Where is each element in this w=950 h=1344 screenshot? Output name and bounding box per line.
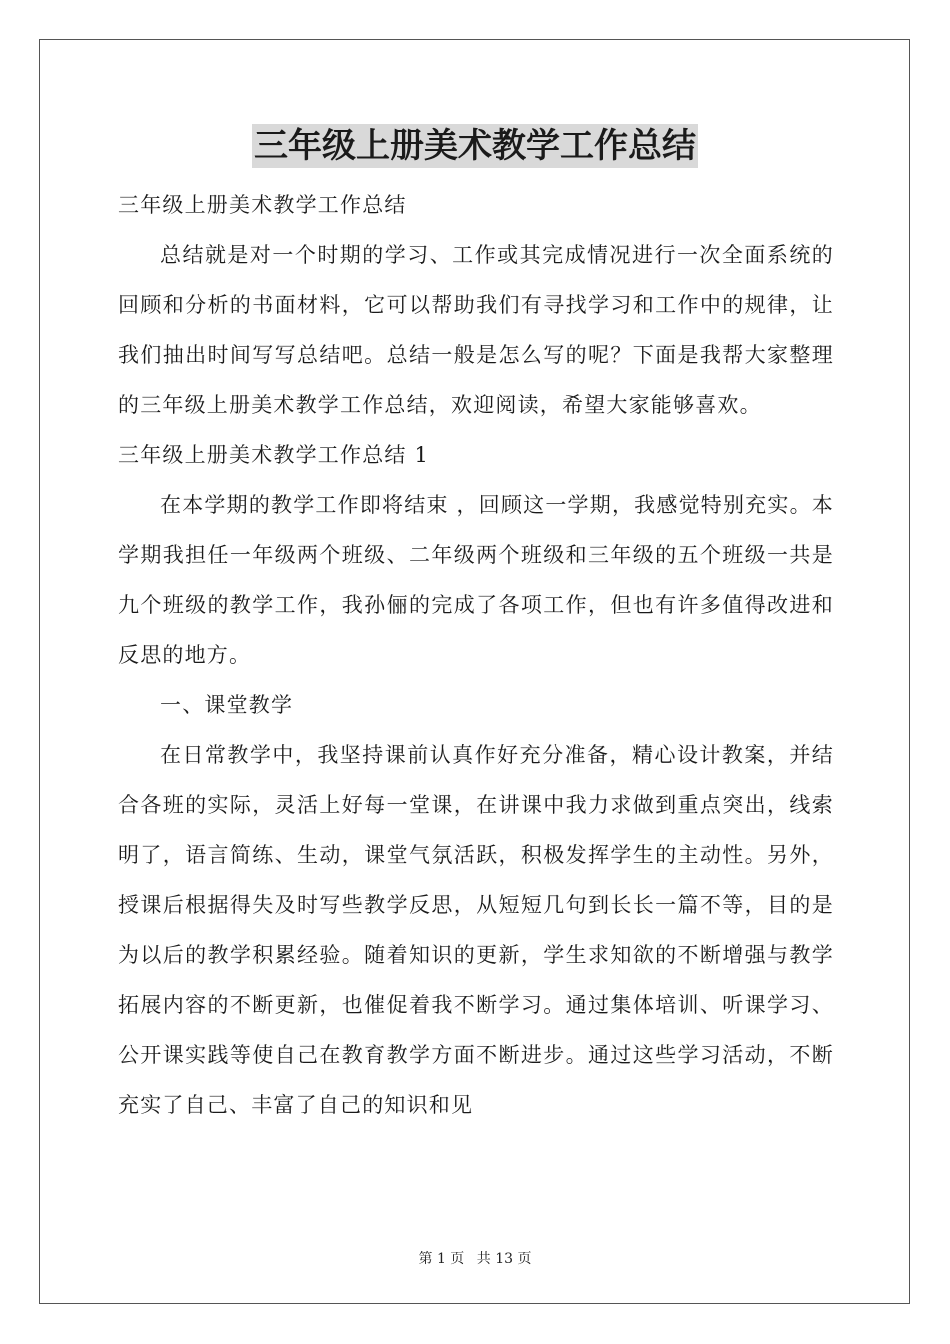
document-body [118,180,834,1130]
body-paragraph: 在本学期的教学工作即将结束 ，回顾这一学期，我感觉特别充实。本学期我担任一年级两个班级、二年级两个班级和三年级的五个班级一共是九个班级的教学工作，我孙俪的完成了各项工作，但也有许多值得改进和反思的地方。 [118,493,834,667]
section-heading: 三年级上册美术教学工作总结 [118,193,407,217]
body-paragraph: 总结就是对一个时期的学习、工作或其完成情况进行一次全面系统的回顾和分析的书面材料，它可以帮助我们有寻找学习和工作中的规律，让我们抽出时间写写总结吧。总结一般是怎么写的呢？下面是我帮大家整理的三年级上册美术教学工作总结，欢迎阅读，希望大家能够喜欢。 [118,243,834,417]
page-footer [0,1248,950,1268]
page-total: 共 13 页 [476,1251,532,1267]
subsection-heading: 一、课堂教学 [160,693,294,717]
section-heading: 三年级上册美术教学工作总结 1 [118,443,430,467]
document-title: 三年级上册美术教学工作总结 [254,126,696,166]
page-number: 第 1 页 [418,1251,465,1267]
body-paragraph: 在日常教学中，我坚持课前认真作好充分准备，精心设计教案，并结合各班的实际，灵活上好每一堂课，在讲课中我力求做到重点突出，线索明了，语言简练、生动，课堂气氛活跃，积极发挥学生的主动性。另外，授课后根据得失及时写些教学反思，从短短几句到长长一篇不等，目的是为以后的教学积累经验。随着知识的更新，学生求知欲的不断增强与教学拓展内容的不断更新，也催促着我不断学习。通过集体培训、听课学习、公开课实践等使自己在教育教学方面不断进步。通过这些学习活动，不断充实了自己、丰富了自己的知识和见 [118,743,834,1117]
title-container [0,124,950,168]
